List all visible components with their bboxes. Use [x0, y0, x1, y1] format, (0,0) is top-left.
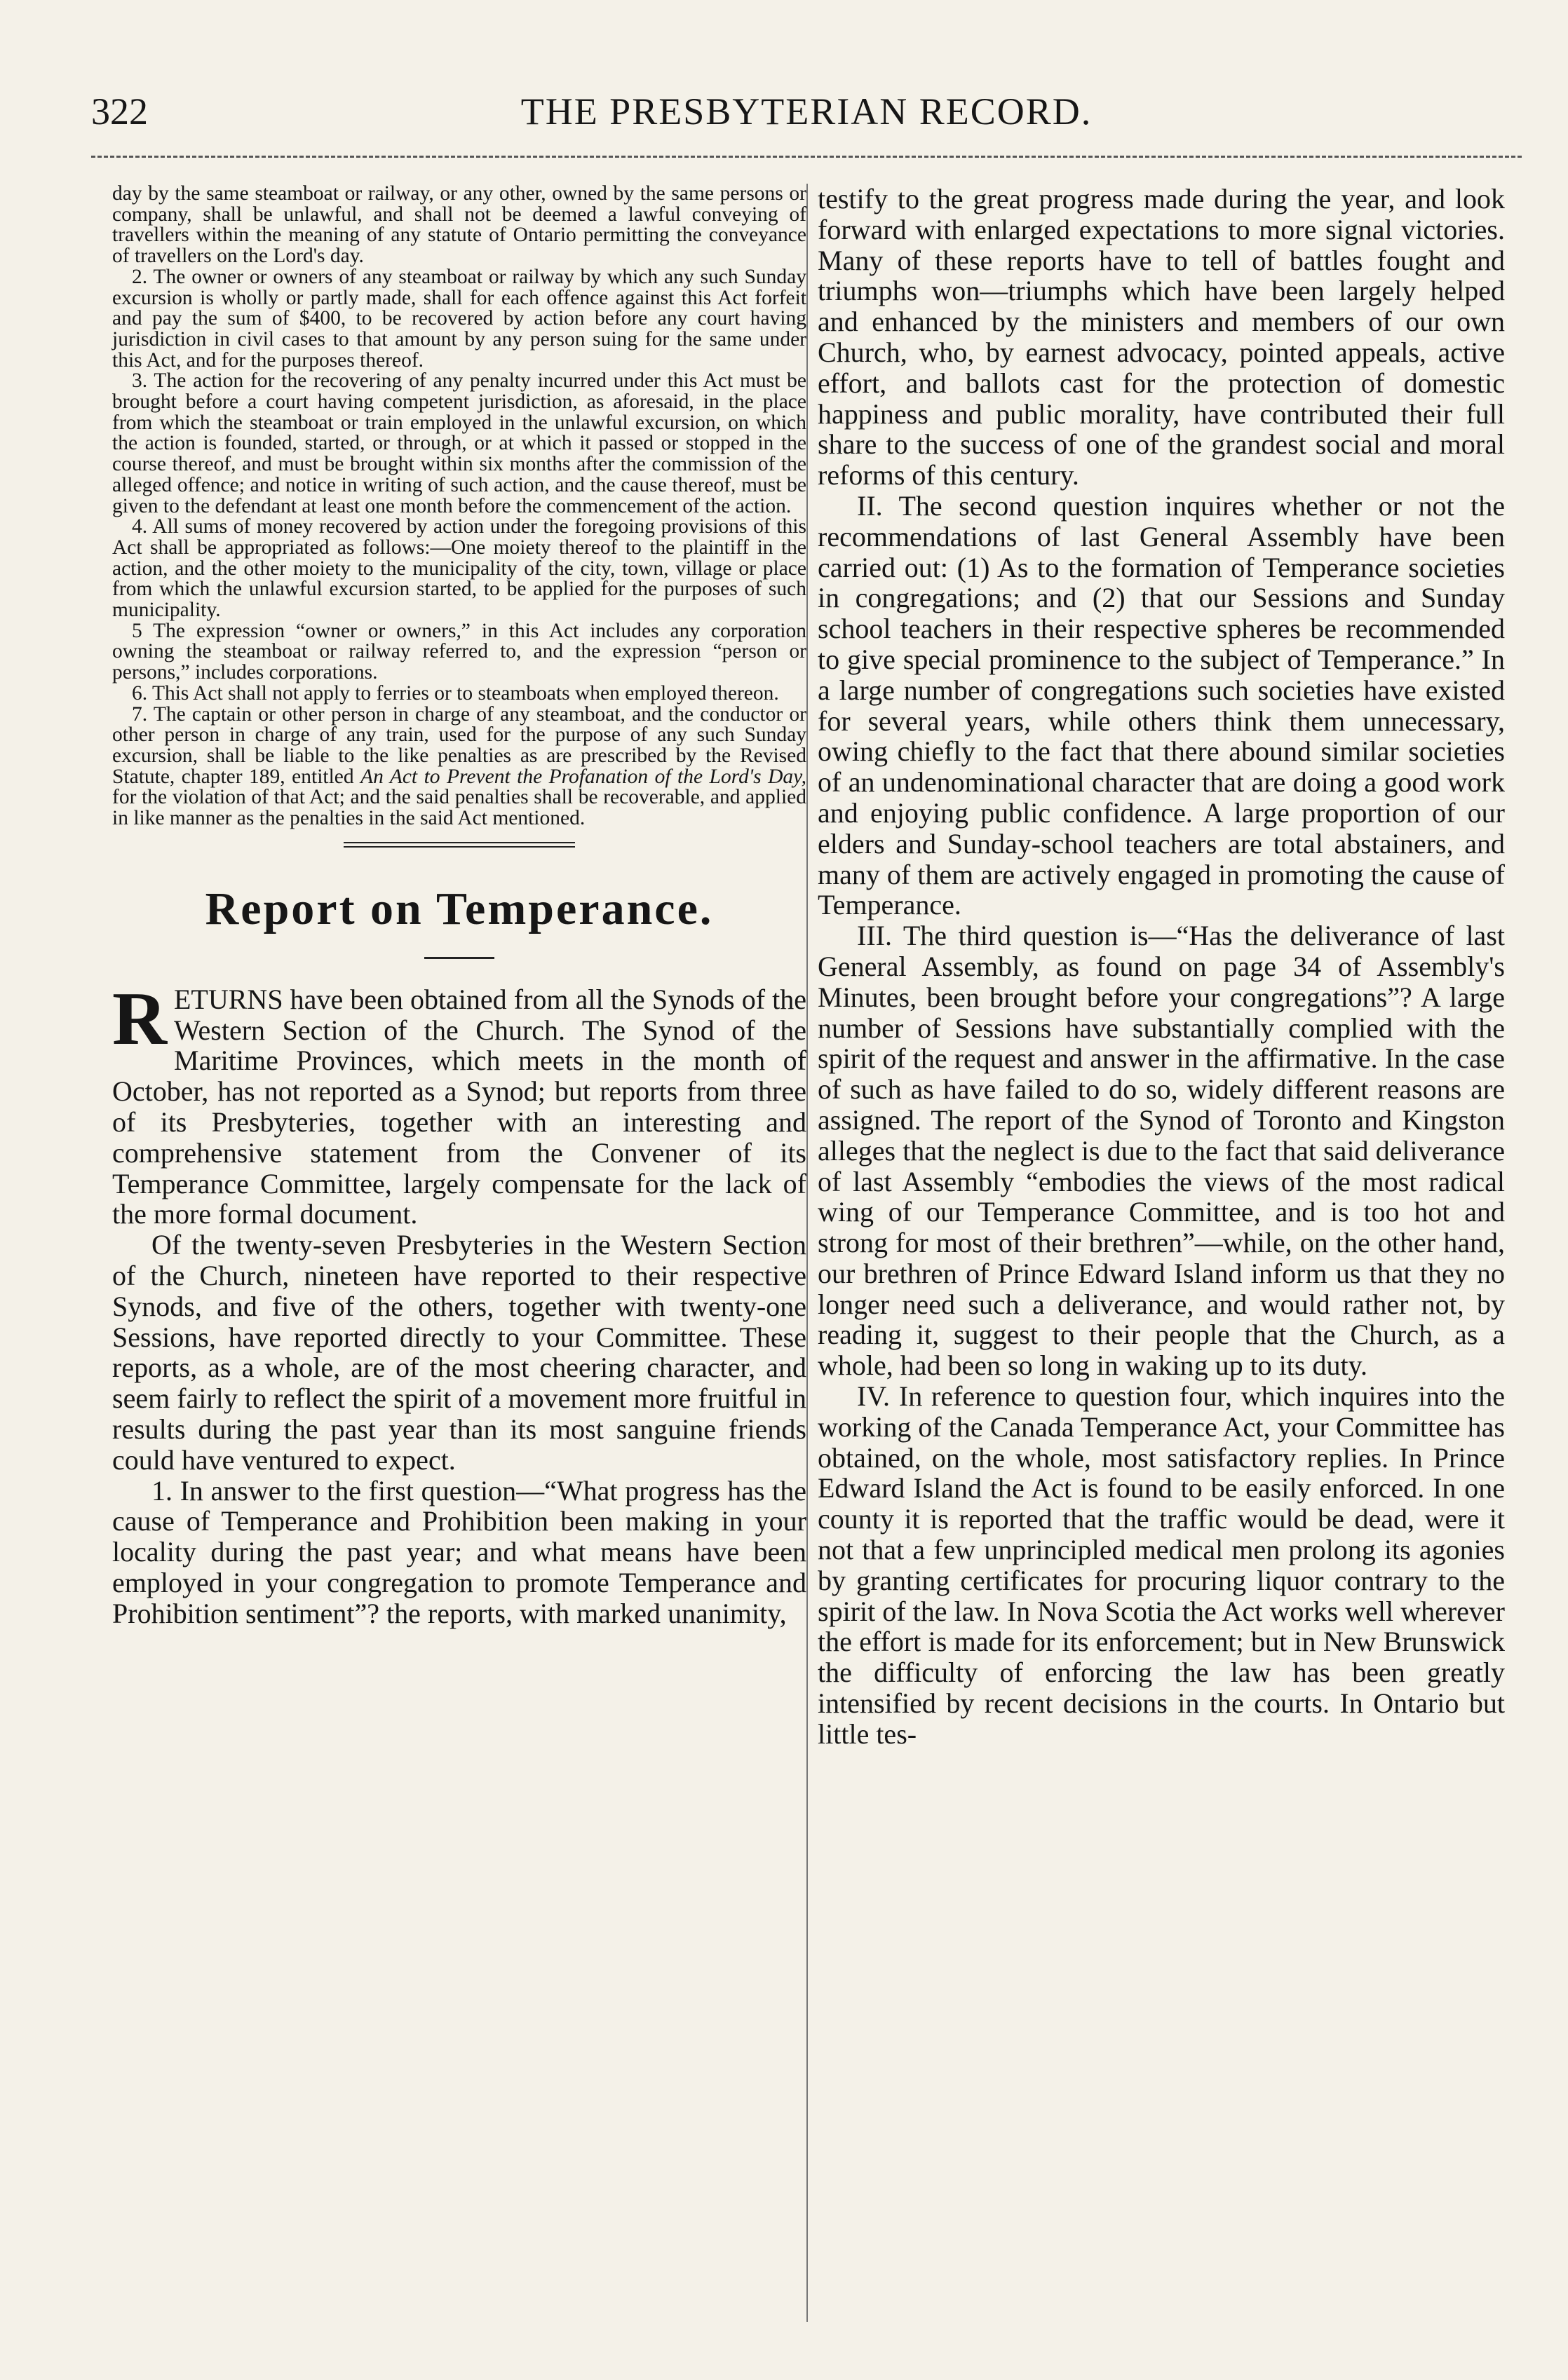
report-paragraph-3: 1. In answer to the first question—“What progress has the cause of Temperance and Prohibition been making in your locality during the past year; and what means have been employed in your congregation to promote Temperance and Prohibition sentiment”? the reports, with marked unanimity, [112, 1474, 806, 1629]
report-heading: Report on Temperance. [205, 883, 714, 934]
heading-rule [424, 957, 494, 959]
drop-cap: R [112, 977, 167, 1061]
act-section-5: 5 The expression “owner or owners,” in this Act includes any corporation owning the steamboat or railway referred to, and the expression “person or persons,” includes corporations. [112, 619, 806, 684]
report-paragraph-1 [112, 977, 806, 1230]
section-rule [344, 842, 575, 848]
act-section-4: 4. All sums of money recovered by action under the foregoing provisions of this Act shall be appropriated as follows:—One moiety thereof to the plaintiff in the action, and the other moiety to the municipality of the city, town, village or place from which the unlawful excursion started, to be applied for the purposes of such municipality. [112, 515, 806, 622]
column-divider [806, 184, 808, 2322]
act-paragraph: day by the same steamboat or railway, or any other, owned by the same persons or company, shall be unlawful, and shall not be deemed a lawful conveying of travellers within the meaning of any statute of Ontario permitting the conveyance of travellers on the Lord's day. [112, 182, 806, 268]
act-title-italic: An Act to Prevent the Profanation of the Lord's Day, [360, 765, 807, 788]
report-section-ii: II. The second question inquires whether or not the recommendations of last General Assembly have been carried out: (1) As to the formation of Temperance societies in congregations; and (2) that our Sessions and Sunday school teachers in their respective spheres be recommended to give special prominence to the subject of Temperance.” In a large number of congregations such societies have existed for several years, while others think them unnecessary, owing chiefly to the fact that there abound similar societies of an undenominational character that are doing a good work and enjoying public confidence. A large proportion of our elders and Sunday-school teachers are total abstainers, and many of them are actively engaged in promoting the cause of Temperance. [818, 489, 1505, 921]
page-header [91, 83, 1522, 146]
report-section-iv: IV. In reference to question four, which inquires into the working of the Canada Temperance Act, your Committee has obtained, on the whole, most satisfactory replies. In Prince Edward Island the Act is found to be easily enforced. In one county it is reported that the traffic would be dead, were it not that a few unprincipled medical men prolong its agonies by granting certificates for procuring liquor contrary to the spirit of the law. In Nova Scotia the Act works well wherever the effort is made for its enforcement; but in New Brunswick the difficulty of enforcing the law has been greatly intensified by recent decisions in the courts. In Ontario but little tes- [818, 1380, 1505, 1750]
act-text [112, 184, 806, 829]
act-section-7 [112, 702, 807, 830]
act-section-7-text: 7. The captain or other person in charge of any steamboat, and the conductor or other person in charge of any train, used for the purpose of any such Sunday excursion, shall be liable to the like penalties as are prescribed by the Revised Statute, chapter 189, entitled [112, 702, 806, 788]
act-section-2: 2. The owner or owners of any steamboat or railway by which any such Sunday excursion is wholly or partly made, shall for each offence against this Act forfeit and pay the sum of $400, to be recovered by action before any court having jurisdiction in civil cases to that amount by any person suing for the same under this Act, and for the purposes thereof. [112, 265, 806, 372]
page-number: 322 [91, 90, 148, 132]
report-paragraph-2: Of the twenty-seven Presbyteries in the Western Section of the Church, nineteen have reported to their respective Synods, and five of the others, together with twenty-one Sessions, have reported directly to your Committee. These reports, as a whole, are of the most cheering character, and seem fairly to reflect the spirit of a movement more fruitful in results during the past year than its most sanguine friends could have ventured to expect. [112, 1229, 806, 1476]
act-section-7-text-end: for the violation of that Act; and the said penalties shall be recoverable, and applied in like manner as the penalties in the said Act mentioned. [112, 786, 806, 830]
report-text-left [112, 977, 806, 1629]
act-section-3: 3. The action for the recovering of any penalty incurred under this Act must be brought before a court having competent jurisdiction, as aforesaid, in the place from which the steamboat or train employed in the unlawful excursion, on which the action is founded, started, or through, or at which it passed or stopped in the course thereof, and must be brought within six months after the commission of the alleged offence; and notice in writing of such action, and the cause thereof, must be given to the defendant at least one month before the commencement of the action. [112, 369, 806, 517]
act-section-6: 6. This Act shall not apply to ferries or to steamboats when employed thereon. [132, 681, 779, 705]
left-column [112, 184, 806, 1629]
report-paragraph-1-text: ETURNS have been obtained from all the Synods of the Western Section of the Church. The Synod of the Maritime Provinces, which meets in the month of October, has not reported as a Synod; but reports from three of its Presbyteries, together with an interesting and comprehensive statement from the Convener of its Temperance Committee, largely compensate for the lack of the more formal document. [112, 983, 806, 1230]
running-title: THE PRESBYTERIAN RECORD. [520, 90, 1093, 132]
right-column [818, 184, 1505, 1750]
report-section-iii: III. The third question is—“Has the deliverance of last General Assembly, as found on page 34 of Assembly's Minutes, been brought before your congregations”? A large number of Sessions have substantially complied with the spirit of the request and answer in the affirmative. In the case of such as have failed to do so, widely different reasons are assigned. The report of the Synod of Toronto and Kingston alleges that the neglect is due to the fact that said deliverance of last Assembly “embodies the views of the most radical wing of our Temperance Committee, and is too hot and strong for most of their brethren”—while, on the other hand, our brethren of Prince Edward Island inform us that they no longer need such a deliverance, and would rather not, by reading it, suggest to their people that the Church, as a whole, had been so long in waking up to its duty. [818, 920, 1505, 1382]
header-rule [91, 156, 1522, 158]
report-paragraph-continued: testify to the great progress made during the year, and look forward with enlarged expectations to more signal victories. Many of these reports have to tell of battles fought and triumphs won—triumphs which have been largely helped and enhanced by the ministers and members of our own Church, who, by earnest advocacy, pointed appeals, active effort, and ballots cast for the protection of domestic happiness and public morality, have contributed their full share to the success of one of the grandest social and moral reforms of this century. [818, 183, 1505, 491]
